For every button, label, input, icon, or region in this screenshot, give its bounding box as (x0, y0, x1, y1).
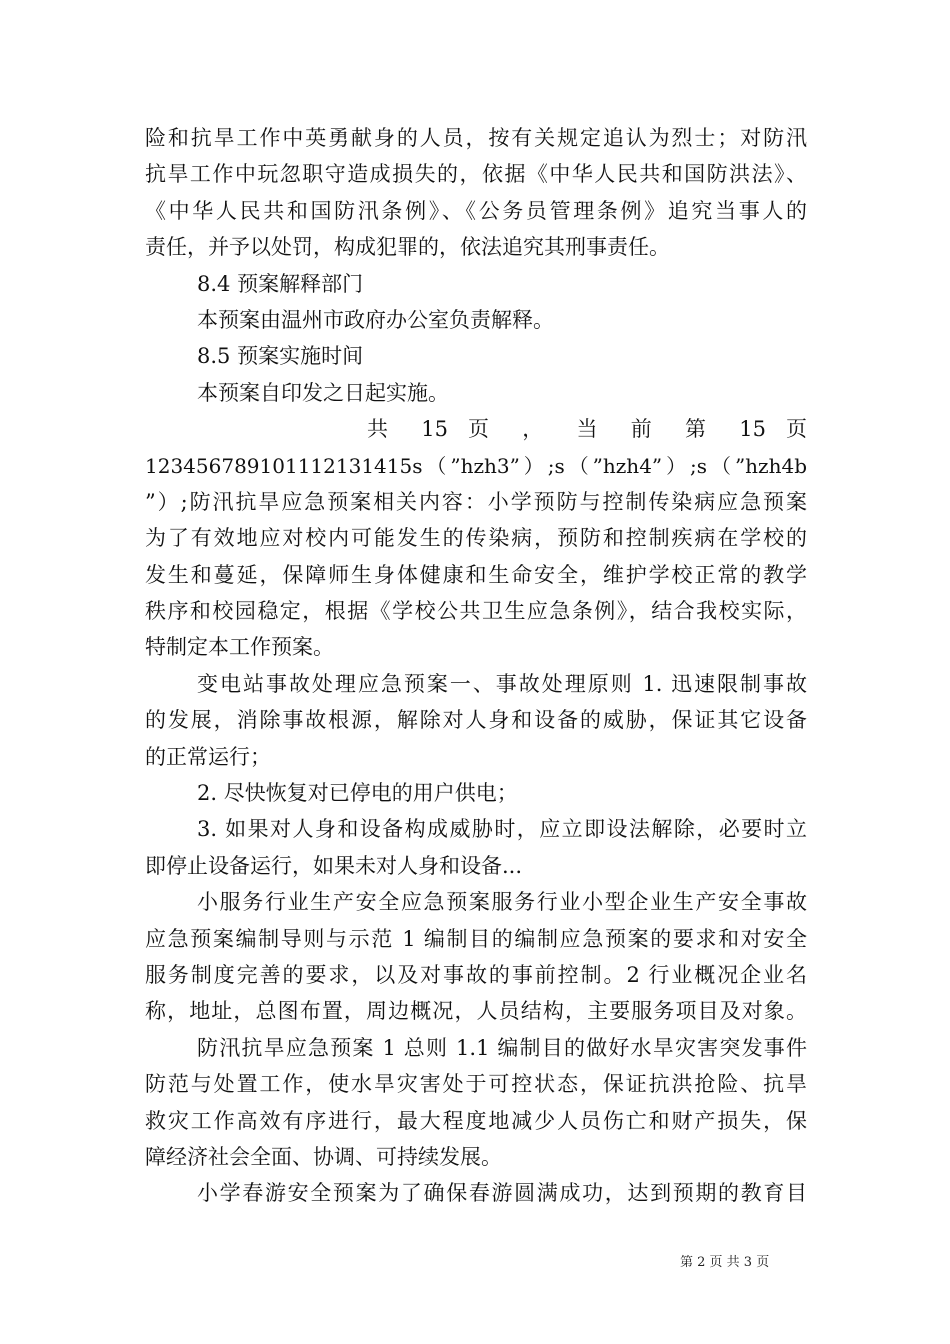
text-line: 称，地址，总图布置，周边概况，人员结构，主要服务项目及对象。 (145, 999, 807, 1024)
text-line: 特制定本工作预案。 (145, 635, 334, 660)
text-line: 的正常运行； (145, 744, 271, 769)
text-line: 本预案自印发之日起实施。 (197, 380, 449, 405)
text-line: 变电站事故处理应急预案一、事故处理原则 1. 迅速限制事故 (197, 671, 807, 696)
text-line: 本预案由温州市政府办公室负责解释。 (197, 307, 554, 332)
text-line: 3. 如果对人身和设备构成威胁时，应立即设法解除，必要时立 (197, 817, 807, 842)
text-line: 防范与处置工作，使水旱灾害处于可控状态，保证抗洪抢险、抗旱 (145, 1072, 807, 1097)
text-line: 发生和蔓延，保障师生身体健康和生命安全，维护学校正常的教学 (145, 562, 807, 587)
text-line: 秩序和校园稳定，根据《学校公共卫生应急条例》，结合我校实际， (145, 599, 807, 624)
text-line: 小服务行业生产安全应急预案服务行业小型企业生产安全事故 (197, 890, 807, 915)
text-line: 服务制度完善的要求，以及对事故的事前控制。2 行业概况企业名 (145, 962, 807, 987)
text-line: 抗旱工作中玩忽职守造成损失的，依据《中华人民共和国防洪法》、 (145, 162, 807, 187)
section-heading: 8.5 预案实施时间 (197, 344, 364, 369)
text-line: 的发展，消除事故根源，解除对人身和设备的威胁，保证其它设备 (145, 708, 807, 733)
text-line: 防汛抗旱应急预案 1 总则 1.1 编制目的做好水旱灾害突发事件 (197, 1035, 807, 1060)
text-line: 即停止设备运行，如果未对人身和设备... (145, 853, 523, 878)
text-line: ”）;防汛抗旱应急预案相关内容：小学预防与控制传染病应急预案 (145, 489, 807, 514)
text-line: 12345678910111213141​5s（”hzh3”）;s（”hzh4”）;s（”hzh4b (145, 453, 807, 478)
text-line: 2. 尽快恢复对已停电的用户供电； (197, 781, 518, 806)
text-line: 责任，并予以处罚，构成犯罪的，依法追究其刑事责任。 (145, 235, 670, 260)
document-body (145, 120, 807, 1212)
section-heading: 8.4 预案解释部门 (197, 271, 364, 296)
text-line: 应急预案编制导则与示范 1 编制目的编制应急预案的要求和对安全 (145, 926, 807, 951)
text-line: 障经济社会全面、协调、可持续发展。 (145, 1144, 502, 1169)
text-line: 为了有效地应对校内可能发生的传染病，预防和控制疾病在学校的 (145, 526, 807, 551)
page-footer: 第 2 页 共 3 页 (680, 1255, 770, 1270)
page-count-line: 共 15 页 ， 当 前 第 15 页 (367, 417, 807, 442)
text-line: 救灾工作高效有序进行，最大程度地减少人员伤亡和财产损失，保 (145, 1108, 807, 1133)
text-line: 险和抗旱工作中英勇献身的人员，按有关规定追认为烈士；对防汛 (145, 126, 807, 150)
text-line: 小学春游安全预案为了确保春游圆满成功，达到预期的教育目 (197, 1181, 807, 1206)
text-line: 《中华人民共和国防汛条例》、《公务员管理条例》追究当事人的 (145, 198, 807, 223)
